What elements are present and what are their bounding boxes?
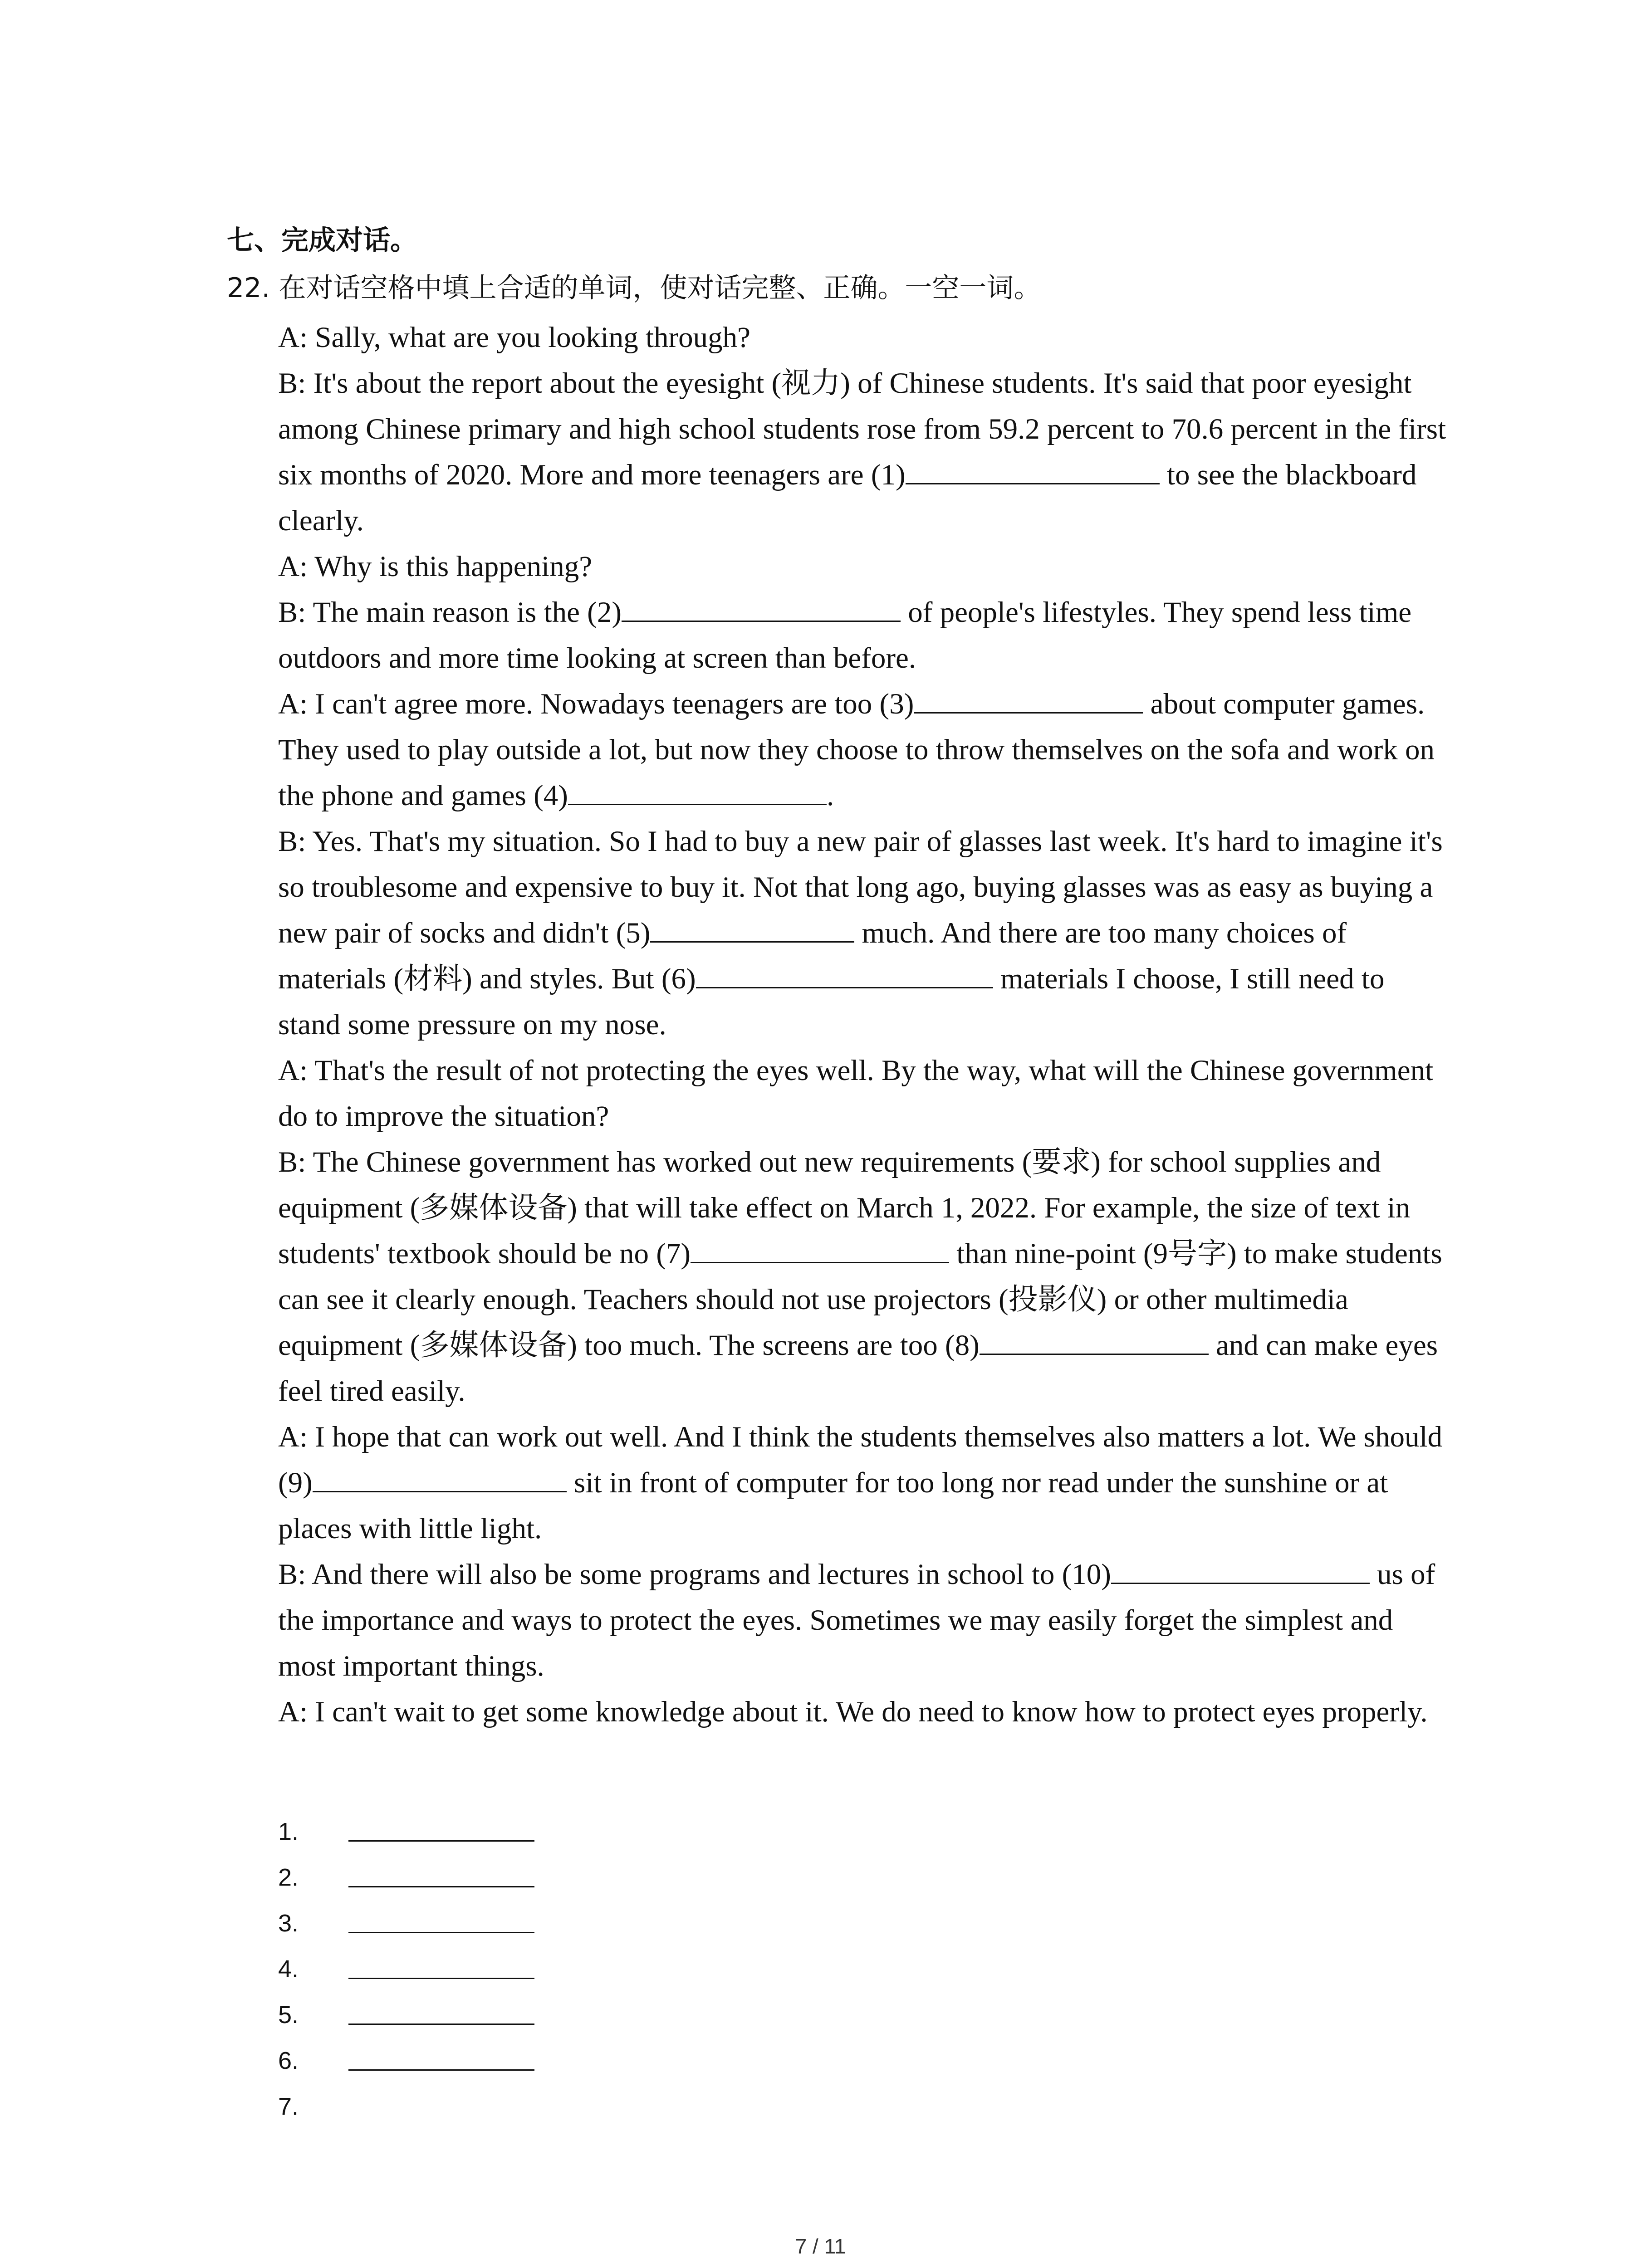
dialogue-text: B: It's about the report about the eyesight (视力) of Chinese students. It's said that poor eyesight among Chinese primary and high school students rose from 59.2 percent to 70.6 percent in the first six months of 2020. More and more teenagers are (1) <box>278 367 1446 491</box>
blank-7[interactable] <box>691 1236 949 1264</box>
blank-2[interactable] <box>622 594 901 622</box>
dialogue-text: A: I can't agree more. Nowadays teenagers are too (3) <box>278 688 914 720</box>
answer-number: 7. <box>278 2093 299 2120</box>
answer-number: 6. <box>278 2047 299 2074</box>
answer-number: 4. <box>278 1955 299 1983</box>
dialogue-text: of people's lifestyles. They spend less time outdoors and more time looking at screen than before. <box>278 596 1412 675</box>
dialogue-text: B: The main reason is the (2) <box>278 596 622 629</box>
dialogue-line-7 <box>278 1048 1449 1139</box>
answer-blank[interactable] <box>348 1978 534 1979</box>
dialogue-text: about computer games. They used to play outside a lot, but now they choose to throw themselves on the sofa and work on the phone and games (4) <box>278 688 1435 812</box>
dialogue-line-9 <box>278 1414 1449 1552</box>
blank-9[interactable] <box>313 1465 567 1493</box>
dialogue-line-4 <box>278 590 1449 681</box>
dialogue-text: A: I hope that can work out well. And I think the students themselves also matters a lot. We should (9) <box>278 1421 1443 1499</box>
blank-4[interactable] <box>568 777 827 806</box>
question-text: 在对话空格中填上合适的单词，使对话完整、正确。一空一词。 <box>279 272 1041 304</box>
dialogue-line-6 <box>278 819 1449 1048</box>
dialogue-line-1 <box>278 315 1449 361</box>
dialogue-text: A: Why is this happening? <box>278 550 593 583</box>
dialogue-text: A: Sally, what are you looking through? <box>278 321 751 354</box>
dialogue-line-5 <box>278 681 1449 819</box>
dialogue-text: . <box>826 779 834 812</box>
answer-blank[interactable] <box>348 2069 534 2071</box>
dialogue-text: B: The Chinese government has worked out new requirements (要求) for school supplies and equipment (多媒体设备) that will take effect on March 1, 2022. For example, the size of text in students' textbook should be no (7) <box>278 1146 1411 1270</box>
answer-number: 5. <box>278 2001 299 2028</box>
answer-number: 3. <box>278 1910 299 1937</box>
dialogue-text: sit in front of computer for too long nor read under the sunshine or at places with little light. <box>278 1466 1388 1545</box>
dialogue-line-10 <box>278 1552 1449 1689</box>
question-instruction <box>227 269 1041 307</box>
dialogue-text: us of the importance and ways to protect the eyes. Sometimes we may easily forget the simplest and most important things. <box>278 1558 1435 1682</box>
blank-3[interactable] <box>914 686 1143 714</box>
dialogue-text: A: That's the result of not protecting the eyes well. By the way, what will the Chinese government do to improve the situation? <box>278 1054 1434 1133</box>
answer-number: 2. <box>278 1864 299 1891</box>
answer-blank[interactable] <box>348 1886 534 1887</box>
blank-1[interactable] <box>906 457 1160 485</box>
dialogue-text: and can make eyes feel tired easily. <box>278 1329 1438 1408</box>
dialogue-text: than nine-point (9号字) to make students can see it clearly enough. Teachers should not use projectors (投影仪) or other multimedia equipment (多媒体设备) too much. The screens are too (8) <box>278 1237 1442 1362</box>
answer-blank[interactable] <box>348 1840 534 1842</box>
section-title: 七、完成对话。 <box>227 225 417 256</box>
dialogue-text: B: Yes. That's my situation. So I had to buy a new pair of glasses last week. It's hard to imagine it's so troublesome and expensive to buy it. Not that long ago, buying glasses was as easy as buying a new pair of socks and didn't (5) <box>278 825 1443 949</box>
dialogue-line-2 <box>278 361 1449 544</box>
blank-8[interactable] <box>980 1327 1209 1355</box>
dialogue-line-8 <box>278 1139 1449 1414</box>
dialogue <box>278 315 1449 1735</box>
blank-6[interactable] <box>696 961 993 989</box>
blank-5[interactable] <box>650 915 854 943</box>
answer-blank[interactable] <box>348 2024 534 2025</box>
dialogue-line-11 <box>278 1689 1449 1735</box>
answer-number: 1. <box>278 1818 299 1845</box>
page-number: 7 / 11 <box>795 2234 846 2258</box>
dialogue-text: A: I can't wait to get some knowledge about it. We do need to know how to protect eyes properly. <box>278 1696 1428 1728</box>
blank-10[interactable] <box>1111 1556 1370 1584</box>
dialogue-text: much. And there are too many choices of materials (材料) and styles. But (6) <box>278 917 1347 995</box>
dialogue-line-3 <box>278 544 1449 590</box>
question-number: 22. <box>227 272 270 304</box>
dialogue-text: materials I choose, I still need to stand some pressure on my nose. <box>278 963 1385 1041</box>
answer-blank[interactable] <box>348 1932 534 1933</box>
dialogue-text: to see the blackboard clearly. <box>278 459 1417 537</box>
dialogue-text: B: And there will also be some programs and lectures in school to (10) <box>278 1558 1111 1591</box>
